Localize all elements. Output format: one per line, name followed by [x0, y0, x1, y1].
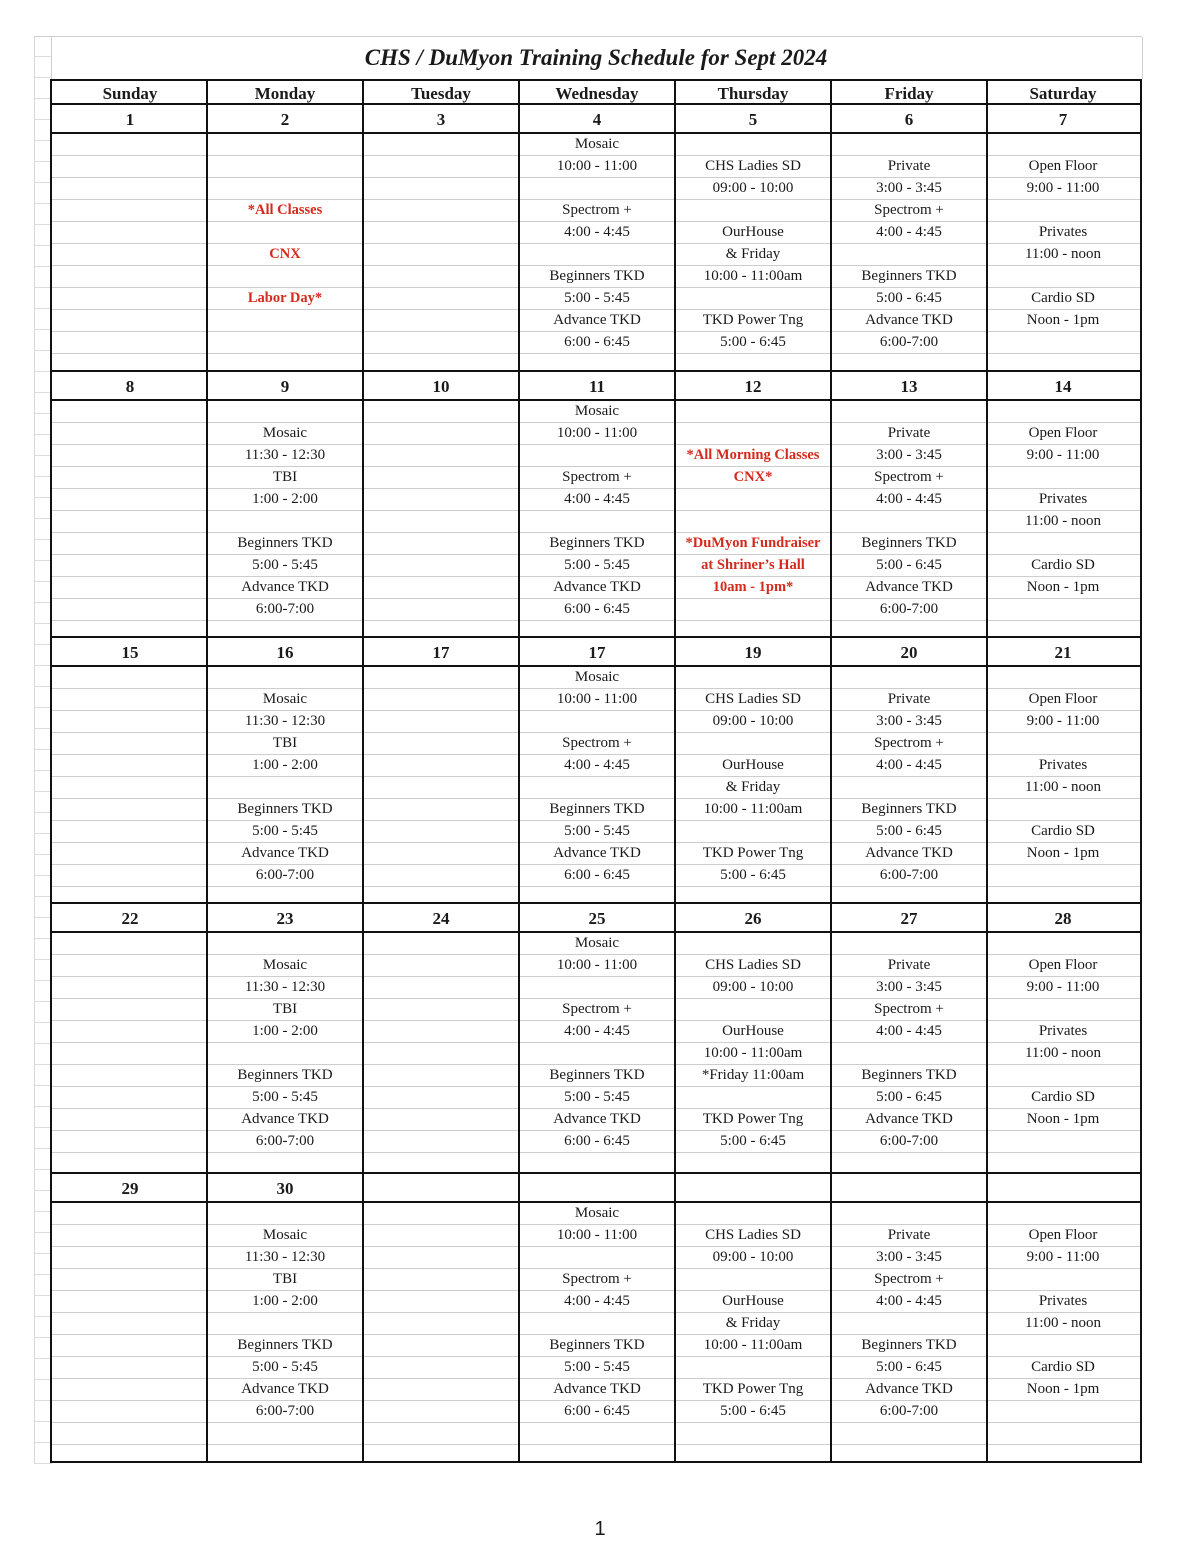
class-entry: Beginners TKD	[861, 1067, 957, 1083]
date-number-row	[52, 1174, 1140, 1203]
day-cell-monday	[206, 134, 362, 370]
date-number-row	[52, 638, 1140, 667]
date-number: 4	[518, 105, 674, 132]
class-entry: Open Floor	[1028, 691, 1098, 707]
day-cell-sunday	[52, 1203, 208, 1461]
class-entry: 11:30 - 12:30	[244, 1249, 326, 1265]
class-entry: 11:30 - 12:30	[244, 713, 326, 729]
class-entry: 9:00 - 11:00	[1026, 180, 1100, 196]
class-entry: 6:00-7:00	[255, 601, 315, 617]
notice-text: 10am - 1pm*	[712, 579, 794, 595]
class-entry: TBI	[272, 1001, 298, 1017]
week-row-2	[50, 372, 1142, 638]
day-cell-wednesday	[518, 1203, 674, 1461]
class-entry: Noon - 1pm	[1026, 1111, 1100, 1127]
class-entry: 10:00 - 11:00am	[703, 268, 803, 284]
class-entry: TBI	[272, 735, 298, 751]
class-entry: Mosaic	[262, 425, 308, 441]
class-entry: 1:00 - 2:00	[252, 1293, 318, 1309]
schedule-title: CHS / DuMyon Training Schedule for Sept 2024	[364, 45, 828, 70]
class-entry: 4:00 - 4:45	[876, 1293, 942, 1309]
day-cell-friday	[830, 933, 986, 1172]
class-entry: 10:00 - 11:00	[556, 1227, 638, 1243]
date-number-row	[52, 904, 1140, 933]
weekday-header-4: Wednesday	[518, 81, 674, 103]
class-entry: 6:00-7:00	[255, 867, 315, 883]
day-cells	[52, 933, 1140, 1172]
class-entry: 3:00 - 3:45	[876, 447, 942, 463]
class-entry: Spectrom +	[874, 202, 944, 218]
class-entry: 10:00 - 11:00	[556, 691, 638, 707]
class-entry: 6:00 - 6:45	[564, 601, 630, 617]
day-cell-thursday	[674, 667, 830, 902]
class-entry: Spectrom +	[562, 1271, 632, 1287]
day-cell-monday	[206, 401, 362, 636]
class-entry: Noon - 1pm	[1026, 845, 1100, 861]
class-entry: Spectrom +	[874, 1001, 944, 1017]
class-entry: Mosaic	[574, 669, 620, 685]
date-number: 26	[674, 904, 830, 931]
class-entry: Beginners TKD	[237, 535, 333, 551]
class-entry: & Friday	[725, 779, 781, 795]
class-entry: Beginners TKD	[237, 1337, 333, 1353]
class-entry: Private	[887, 1227, 931, 1243]
class-entry: Beginners TKD	[549, 268, 645, 284]
day-cell-monday	[206, 933, 362, 1172]
class-entry: 1:00 - 2:00	[252, 1023, 318, 1039]
date-number: 25	[518, 904, 674, 931]
class-entry: 1:00 - 2:00	[252, 757, 318, 773]
class-entry: 11:00 - noon	[1024, 246, 1102, 262]
class-entry: 6:00 - 6:45	[564, 1133, 630, 1149]
class-entry: 3:00 - 3:45	[876, 1249, 942, 1265]
class-entry: 10:00 - 11:00am	[703, 1045, 803, 1061]
day-cell-tuesday	[362, 401, 518, 636]
class-entry: 9:00 - 11:00	[1026, 979, 1100, 995]
class-entry: Spectrom +	[874, 735, 944, 751]
class-entry: OurHouse	[722, 1293, 784, 1309]
class-entry: 5:00 - 5:45	[564, 1359, 630, 1375]
class-entry: 4:00 - 4:45	[876, 1023, 942, 1039]
class-entry: Advance TKD	[553, 845, 641, 861]
day-cells	[52, 134, 1140, 370]
day-cell-sunday	[52, 401, 208, 636]
week-row-4	[50, 904, 1142, 1174]
class-entry: 09:00 - 10:00	[712, 180, 794, 196]
class-entry: Mosaic	[574, 935, 620, 951]
class-entry: Advance TKD	[241, 1111, 329, 1127]
date-number: 12	[674, 372, 830, 399]
date-number: 16	[206, 638, 362, 665]
week-row-5	[50, 1174, 1142, 1463]
class-entry: 6:00 - 6:45	[564, 867, 630, 883]
class-entry: Beginners TKD	[237, 801, 333, 817]
date-number: 7	[986, 105, 1138, 132]
day-cell-tuesday	[362, 1203, 518, 1461]
day-cell-monday	[206, 1203, 362, 1461]
date-number: 11	[518, 372, 674, 399]
class-entry: 4:00 - 4:45	[564, 757, 630, 773]
class-entry: Open Floor	[1028, 425, 1098, 441]
class-entry: Advance TKD	[241, 845, 329, 861]
date-number	[986, 1174, 1138, 1201]
class-entry: 9:00 - 11:00	[1026, 713, 1100, 729]
day-cell-thursday	[674, 933, 830, 1172]
class-entry: Spectrom +	[562, 202, 632, 218]
date-number: 5	[674, 105, 830, 132]
date-number: 29	[121, 1179, 139, 1198]
class-entry: 10:00 - 11:00am	[703, 1337, 803, 1353]
date-number: 15	[121, 643, 139, 662]
notice-text: *All Morning Classes	[686, 447, 820, 463]
class-entry: Privates	[1038, 757, 1088, 773]
class-entry: TBI	[272, 469, 298, 485]
class-entry: Spectrom +	[562, 1001, 632, 1017]
date-number: 23	[206, 904, 362, 931]
weekday-header-5: Thursday	[674, 81, 830, 103]
class-entry: 4:00 - 4:45	[876, 224, 942, 240]
day-cell-saturday	[986, 933, 1138, 1172]
class-entry: 4:00 - 4:45	[876, 757, 942, 773]
date-number: 1	[125, 110, 135, 129]
date-number: 17	[362, 638, 518, 665]
class-entry: Beginners TKD	[861, 1337, 957, 1353]
class-entry: TKD Power Tng	[702, 1111, 804, 1127]
weekday-header-1: Sunday	[102, 84, 158, 103]
class-entry: 09:00 - 10:00	[712, 979, 794, 995]
notice-text: CNX*	[733, 469, 773, 485]
date-number: 22	[121, 909, 139, 928]
class-entry: Beginners TKD	[237, 1067, 333, 1083]
class-entry: 5:00 - 5:45	[564, 823, 630, 839]
date-number: 6	[830, 105, 986, 132]
class-entry: Beginners TKD	[549, 1337, 645, 1353]
class-entry: Advance TKD	[865, 312, 953, 328]
class-entry: Cardio SD	[1031, 557, 1095, 573]
day-cell-thursday	[674, 1203, 830, 1461]
class-entry: *Friday 11:00am	[701, 1067, 805, 1083]
class-entry: 11:00 - noon	[1024, 1315, 1102, 1331]
page-number: 1	[594, 1518, 606, 1540]
class-entry: 1:00 - 2:00	[252, 491, 318, 507]
class-entry: 6:00-7:00	[879, 867, 939, 883]
date-number: 24	[362, 904, 518, 931]
class-entry: Mosaic	[574, 1205, 620, 1221]
class-entry: Beginners TKD	[549, 535, 645, 551]
class-entry: 9:00 - 11:00	[1026, 447, 1100, 463]
schedule-sheet	[50, 37, 1142, 1463]
class-entry: TKD Power Tng	[702, 845, 804, 861]
class-entry: Privates	[1038, 491, 1088, 507]
day-cell-friday	[830, 134, 986, 370]
class-entry: Advance TKD	[865, 1111, 953, 1127]
day-cells	[52, 1203, 1140, 1461]
date-number	[830, 1174, 986, 1201]
date-number-row	[52, 105, 1140, 134]
date-number	[674, 1174, 830, 1201]
day-cell-tuesday	[362, 667, 518, 902]
day-cell-sunday	[52, 933, 208, 1172]
class-entry: Private	[887, 957, 931, 973]
class-entry: 11:00 - noon	[1024, 513, 1102, 529]
class-entry: Mosaic	[574, 136, 620, 152]
class-entry: OurHouse	[722, 1023, 784, 1039]
class-entry: 3:00 - 3:45	[876, 713, 942, 729]
class-entry: Beginners TKD	[549, 801, 645, 817]
class-entry: Cardio SD	[1031, 1089, 1095, 1105]
class-entry: Noon - 1pm	[1026, 1381, 1100, 1397]
notice-text: *DuMyon Fundraiser	[685, 535, 821, 551]
notice-text: at Shriner’s Hall	[701, 557, 805, 573]
class-entry: 3:00 - 3:45	[876, 979, 942, 995]
class-entry: 6:00-7:00	[255, 1403, 315, 1419]
class-entry: 4:00 - 4:45	[564, 1293, 630, 1309]
class-entry: CHS Ladies SD	[705, 1227, 801, 1243]
class-entry: Private	[887, 158, 931, 174]
day-cell-wednesday	[518, 401, 674, 636]
class-entry: Noon - 1pm	[1026, 579, 1100, 595]
class-entry: 5:00 - 5:45	[564, 557, 630, 573]
class-entry: Private	[887, 425, 931, 441]
day-cells	[52, 667, 1140, 902]
date-number: 27	[830, 904, 986, 931]
class-entry: Private	[887, 691, 931, 707]
class-entry: Mosaic	[262, 691, 308, 707]
class-entry: Cardio SD	[1031, 1359, 1095, 1375]
date-number: 30	[206, 1174, 362, 1201]
class-entry: 3:00 - 3:45	[876, 180, 942, 196]
class-entry: 5:00 - 6:45	[720, 334, 786, 350]
class-entry: Spectrom +	[874, 1271, 944, 1287]
class-entry: Advance TKD	[241, 579, 329, 595]
week-row-1	[50, 105, 1142, 372]
class-entry: 10:00 - 11:00	[556, 957, 638, 973]
class-entry: Advance TKD	[553, 1381, 641, 1397]
class-entry: Beginners TKD	[549, 1067, 645, 1083]
class-entry: & Friday	[725, 246, 781, 262]
class-entry: Open Floor	[1028, 957, 1098, 973]
class-entry: Advance TKD	[553, 312, 641, 328]
class-entry: Advance TKD	[241, 1381, 329, 1397]
class-entry: Beginners TKD	[861, 268, 957, 284]
class-entry: Privates	[1038, 1293, 1088, 1309]
day-cell-monday	[206, 667, 362, 902]
class-entry: Mosaic	[574, 403, 620, 419]
date-number: 21	[986, 638, 1138, 665]
title-bar	[50, 37, 1143, 79]
class-entry: 5:00 - 6:45	[876, 823, 942, 839]
class-entry: TKD Power Tng	[702, 312, 804, 328]
day-cell-friday	[830, 401, 986, 636]
class-entry: OurHouse	[722, 757, 784, 773]
date-number: 13	[830, 372, 986, 399]
notice-text: CNX	[269, 246, 301, 262]
day-cell-saturday	[986, 667, 1138, 902]
class-entry: Cardio SD	[1031, 823, 1095, 839]
class-entry: Open Floor	[1028, 1227, 1098, 1243]
week-row-3	[50, 638, 1142, 904]
class-entry: Advance TKD	[865, 579, 953, 595]
day-cell-thursday	[674, 134, 830, 370]
class-entry: 5:00 - 5:45	[252, 1089, 318, 1105]
class-entry: Beginners TKD	[861, 535, 957, 551]
class-entry: Privates	[1038, 1023, 1088, 1039]
day-cell-friday	[830, 1203, 986, 1461]
class-entry: 6:00 - 6:45	[564, 334, 630, 350]
class-entry: Open Floor	[1028, 158, 1098, 174]
class-entry: 6:00-7:00	[879, 1133, 939, 1149]
class-entry: Advance TKD	[865, 845, 953, 861]
class-entry: 4:00 - 4:45	[564, 224, 630, 240]
class-entry: Cardio SD	[1031, 290, 1095, 306]
notice-text: Labor Day*	[247, 290, 323, 306]
day-cell-sunday	[52, 667, 208, 902]
class-entry: 5:00 - 5:45	[252, 823, 318, 839]
class-entry: 4:00 - 4:45	[564, 491, 630, 507]
class-entry: 10:00 - 11:00am	[703, 801, 803, 817]
class-entry: 11:30 - 12:30	[244, 979, 326, 995]
day-cell-saturday	[986, 134, 1138, 370]
weekday-header-row	[50, 79, 1142, 105]
day-cell-wednesday	[518, 933, 674, 1172]
date-number: 20	[830, 638, 986, 665]
class-entry: 5:00 - 5:45	[564, 290, 630, 306]
date-number-row	[52, 372, 1140, 401]
class-entry: CHS Ladies SD	[705, 957, 801, 973]
notice-text: *All Classes	[247, 202, 323, 218]
day-cell-saturday	[986, 1203, 1138, 1461]
class-entry: Advance TKD	[553, 579, 641, 595]
date-number: 9	[206, 372, 362, 399]
date-number: 8	[125, 377, 135, 396]
date-number: 3	[362, 105, 518, 132]
class-entry: 5:00 - 6:45	[720, 867, 786, 883]
day-cell-saturday	[986, 401, 1138, 636]
class-entry: 5:00 - 6:45	[876, 1359, 942, 1375]
date-number: 2	[206, 105, 362, 132]
date-number: 19	[674, 638, 830, 665]
class-entry: 5:00 - 6:45	[720, 1403, 786, 1419]
class-entry: 6:00-7:00	[879, 1403, 939, 1419]
weekday-header-7: Saturday	[986, 81, 1138, 103]
class-entry: Mosaic	[262, 957, 308, 973]
class-entry: 11:00 - noon	[1024, 1045, 1102, 1061]
class-entry: 11:30 - 12:30	[244, 447, 326, 463]
day-cell-wednesday	[518, 134, 674, 370]
class-entry: 6:00-7:00	[255, 1133, 315, 1149]
day-cell-thursday	[674, 401, 830, 636]
class-entry: Spectrom +	[874, 469, 944, 485]
class-entry: 09:00 - 10:00	[712, 1249, 794, 1265]
class-entry: 09:00 - 10:00	[712, 713, 794, 729]
class-entry: 5:00 - 5:45	[564, 1089, 630, 1105]
class-entry: 5:00 - 6:45	[876, 290, 942, 306]
day-cell-tuesday	[362, 134, 518, 370]
class-entry: OurHouse	[722, 224, 784, 240]
class-entry: 5:00 - 6:45	[876, 1089, 942, 1105]
class-entry: Mosaic	[262, 1227, 308, 1243]
class-entry: 10:00 - 11:00	[556, 158, 638, 174]
date-number: 14	[986, 372, 1138, 399]
day-cell-sunday	[52, 134, 208, 370]
date-number	[362, 1174, 518, 1201]
class-entry: TBI	[272, 1271, 298, 1287]
class-entry: 6:00-7:00	[879, 334, 939, 350]
class-entry: Spectrom +	[562, 469, 632, 485]
class-entry: Privates	[1038, 224, 1088, 240]
class-entry: 5:00 - 5:45	[252, 557, 318, 573]
class-entry: CHS Ladies SD	[705, 158, 801, 174]
class-entry: Advance TKD	[553, 1111, 641, 1127]
class-entry: 5:00 - 6:45	[876, 557, 942, 573]
class-entry: 6:00-7:00	[879, 601, 939, 617]
day-cell-friday	[830, 667, 986, 902]
class-entry: 4:00 - 4:45	[564, 1023, 630, 1039]
day-cell-wednesday	[518, 667, 674, 902]
date-number	[518, 1174, 674, 1201]
class-entry: Spectrom +	[562, 735, 632, 751]
day-cell-tuesday	[362, 933, 518, 1172]
class-entry: & Friday	[725, 1315, 781, 1331]
class-entry: 4:00 - 4:45	[876, 491, 942, 507]
class-entry: Beginners TKD	[861, 801, 957, 817]
day-cells	[52, 401, 1140, 636]
class-entry: Noon - 1pm	[1026, 312, 1100, 328]
class-entry: CHS Ladies SD	[705, 691, 801, 707]
weekday-header-2: Monday	[206, 81, 362, 103]
class-entry: Advance TKD	[865, 1381, 953, 1397]
weekday-header-6: Friday	[830, 81, 986, 103]
date-number: 28	[986, 904, 1138, 931]
class-entry: 9:00 - 11:00	[1026, 1249, 1100, 1265]
weekday-header-3: Tuesday	[362, 81, 518, 103]
date-number: 10	[362, 372, 518, 399]
class-entry: 10:00 - 11:00	[556, 425, 638, 441]
class-entry: 5:00 - 5:45	[252, 1359, 318, 1375]
date-number: 17	[518, 638, 674, 665]
class-entry: 6:00 - 6:45	[564, 1403, 630, 1419]
class-entry: 5:00 - 6:45	[720, 1133, 786, 1149]
class-entry: 11:00 - noon	[1024, 779, 1102, 795]
class-entry: TKD Power Tng	[702, 1381, 804, 1397]
